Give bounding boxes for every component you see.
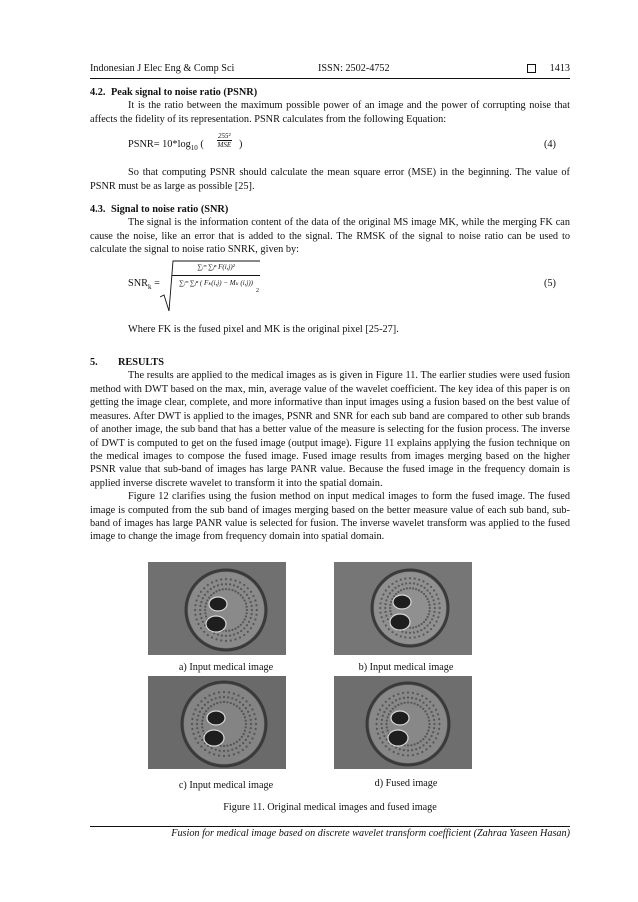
checkbox-square-icon	[527, 64, 536, 73]
journal-name: Indonesian J Elec Eng & Comp Sci	[90, 62, 235, 74]
caption-a: a) Input medical image	[178, 662, 274, 673]
input-medical-image-a	[148, 562, 286, 655]
issn: ISSN: 2502-4752	[318, 62, 390, 74]
running-footer: Fusion for medical image based on discrete wavelet transform coefficient (Zahraa Yaseen Hasan)	[171, 828, 570, 839]
paragraph: It is the ratio between the maximum possible power of an image and the power of corrupting noise that affects the fidelity of its representation. PSNR calculates from the following Equation:	[90, 100, 570, 125]
equation-number: (4)	[543, 139, 556, 151]
paragraph: The signal is the information content of the data of the original MS image MK, while the merging FK can cause the noise, like an error that is added to the signal. The RMSK of the signal to noise ratio can be used to calculate the signal to noise ratio SNRK, given by:	[90, 217, 570, 256]
figure-11	[90, 560, 570, 830]
fused-image-d	[334, 676, 472, 769]
heading-4-2: 4.2. Peak signal to noise ratio (PSNR)	[90, 87, 258, 98]
equation-number: (5)	[543, 277, 556, 289]
paragraph: So that computing PSNR should calculate the mean square error (MSE) in the beginning. The value of PSNR must be as large as possible [25].	[90, 167, 570, 192]
main-text	[90, 86, 570, 544]
input-medical-image-b	[334, 562, 472, 655]
input-medical-image-c	[148, 676, 286, 769]
page-number: 1413	[549, 62, 570, 74]
footer-rule	[90, 826, 570, 827]
running-header	[90, 60, 570, 76]
caption-d: d) Fused image	[374, 778, 438, 789]
caption-b: b) Input medical image	[358, 662, 454, 673]
caption-c: c) Input medical image	[178, 780, 274, 791]
equation-psnr: PSNR= $10*\log_{10}$ ( 255² MSE ) (4)	[128, 132, 556, 153]
paragraph: The results are applied to the medical images as is given in Figure 11. The earlier studies were used fusion method with DWT based on the max, min, average value of the wavelet coefficient. The key idea of this paper is on getting the image clear, complete, and more informative than input images using a fusion based on the best value of measures. After DWT is applied to the images, PSNR and SNR for each sub band are compared to other sub brands of another image, the sub band that has a better value of the measure is selecting for the fusion process. The inverse of DWT is computed to get on the fused image (output image). Figure 11 explains applying the fusion technique on the medical images to compose the fused image. Fused image results from images merging based on the higher PSNR value that sub-band of images has large PANR value. Because the fused image in the frequency domain is applied inverse discrete wavelet to transform it into the spatial domain.	[90, 370, 570, 489]
paragraph: Figure 12 clarifies using the fusion method on input medical images to form the fused image. The fused image is computed from the sub band of images merging based on the better measure value of each sub band, sub-band of images has large PANR value is selected for fusion. The inverse wavelet transform was applied to the fused image to change the image from frequency domain into spatial domain.	[90, 491, 570, 543]
heading-results: 5. RESULTS	[90, 357, 164, 369]
header-rule	[90, 78, 570, 79]
heading-4-3: 4.3. Signal to noise ratio (SNR)	[90, 204, 229, 216]
equation-snr: $SNR_k$ = ∑ᵢᵐ ∑ⱼⁿ F(i,j)² ∑ᵢᵐ ∑ⱼⁿ ( Fₖ(i,j) − Mₖ (i,j)) 2 (5)	[90, 259, 570, 315]
figure-caption: Figure 11. Original medical images and fused image	[223, 802, 437, 813]
paragraph: Where FK is the fused pixel and MK is the original pixel [25-27].	[128, 323, 399, 335]
